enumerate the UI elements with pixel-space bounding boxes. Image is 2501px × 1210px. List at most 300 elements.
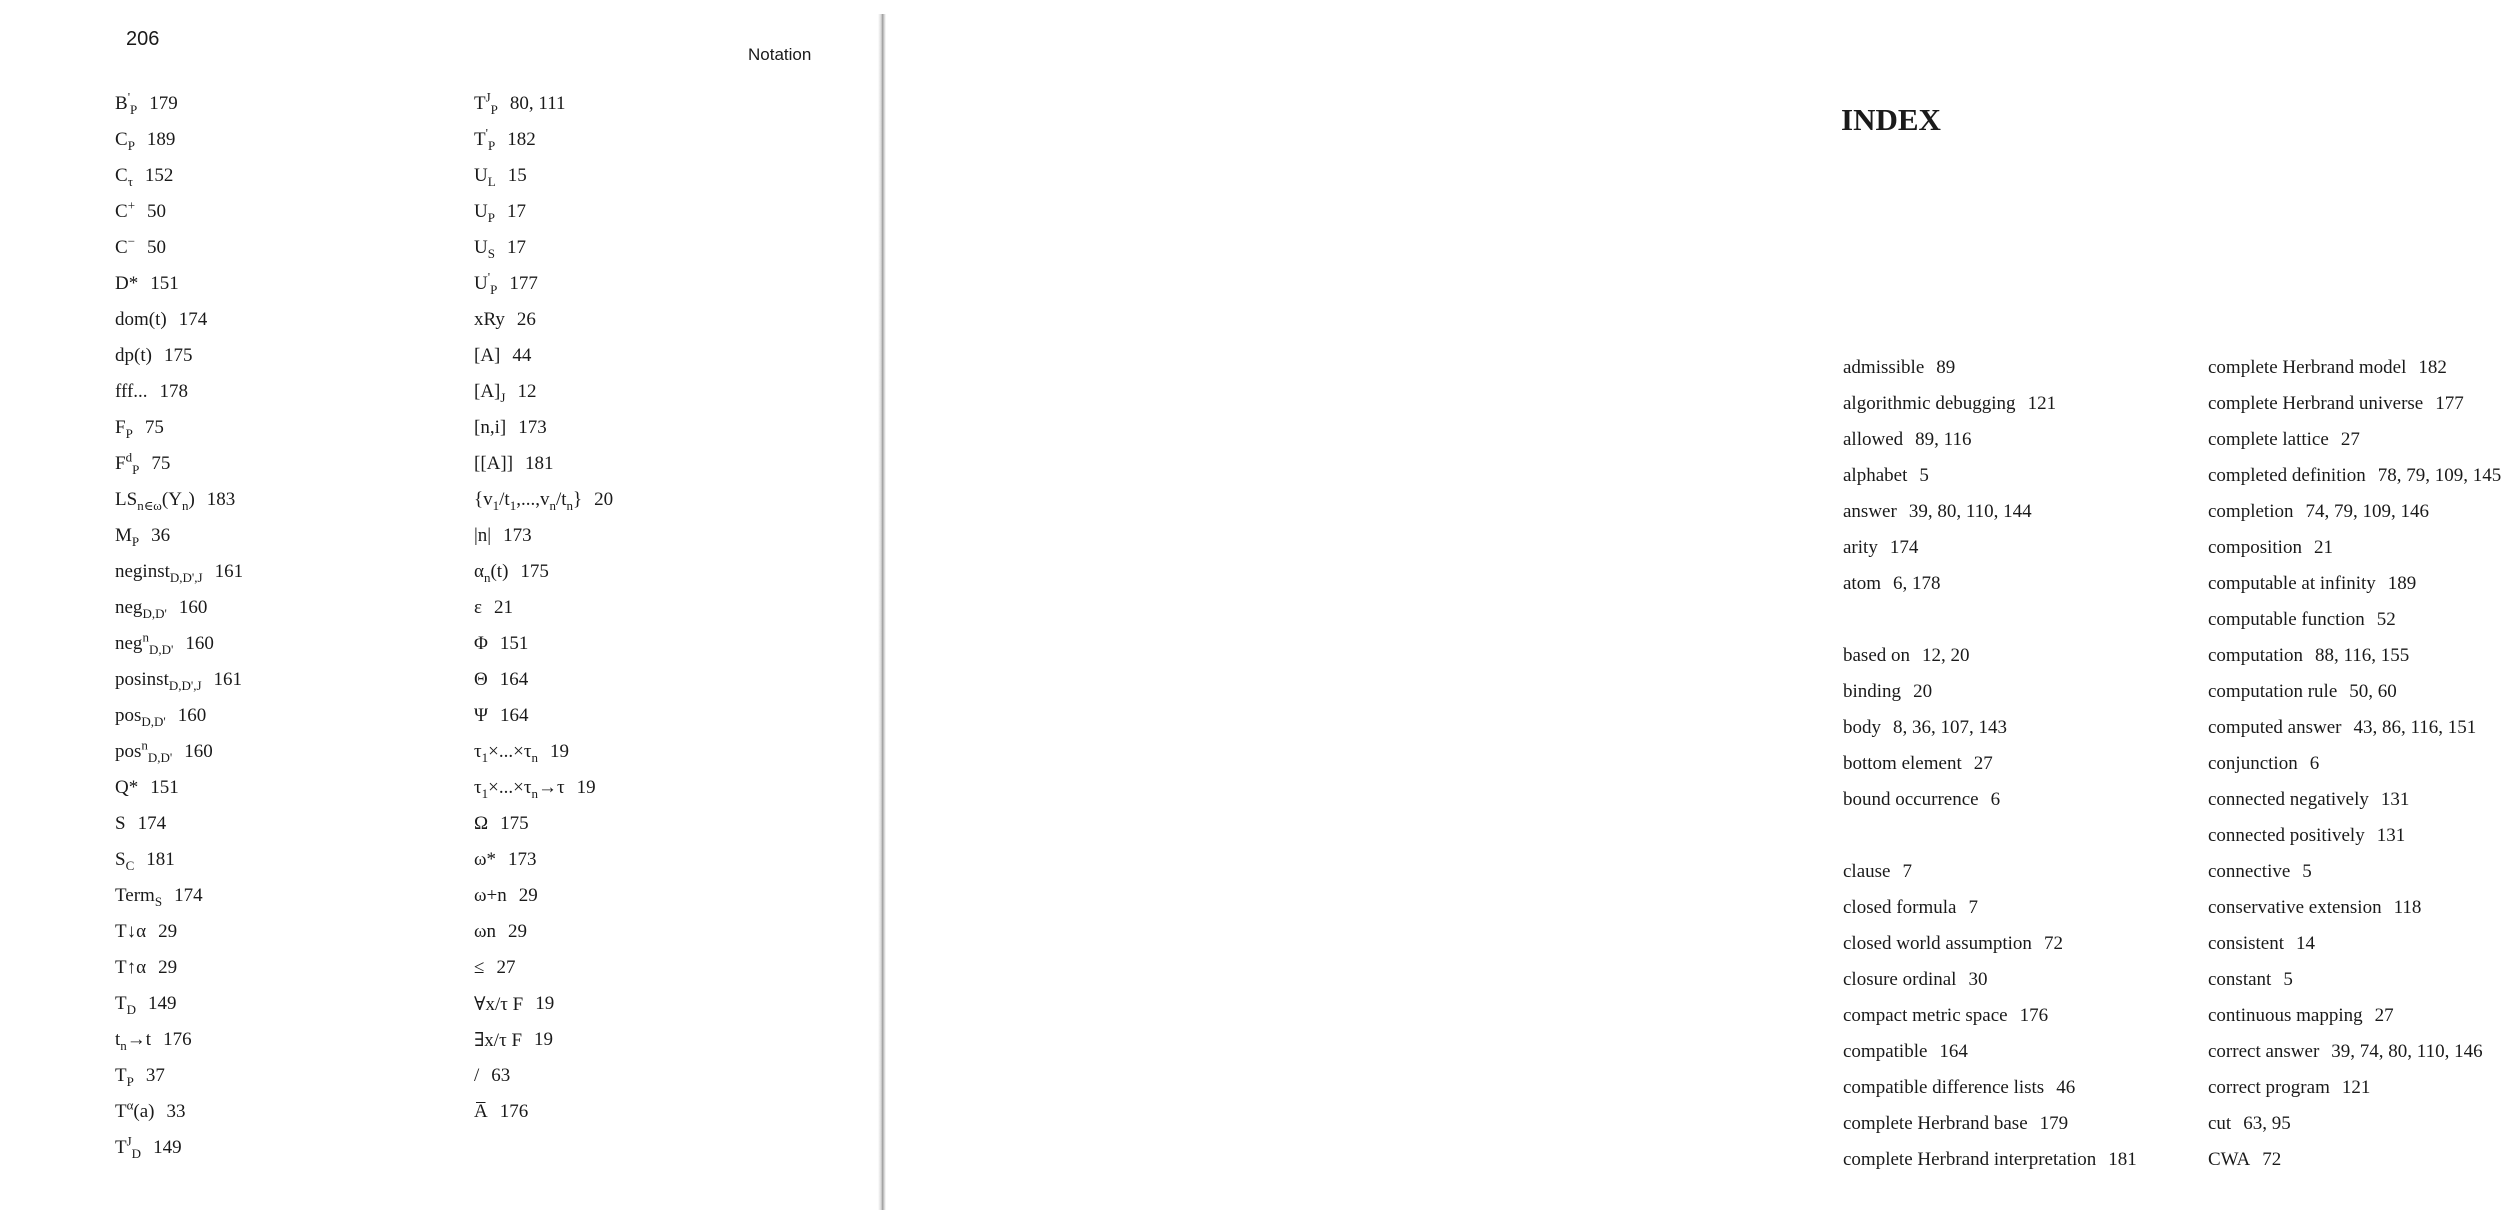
index-page-refs: 7 — [1968, 897, 1978, 918]
index-page-refs: 27 — [2340, 429, 2360, 450]
notation-page-ref: 29 — [518, 885, 538, 906]
notation-page-ref: 164 — [500, 705, 529, 726]
index-entry — [1843, 890, 2137, 926]
symbol-subscript: P — [490, 281, 498, 297]
notation-page-ref: 151 — [150, 273, 179, 294]
symbol-subscript: n — [181, 497, 189, 513]
notation-symbol — [115, 417, 133, 439]
index-page-refs: 39, 80, 110, 144 — [1908, 501, 2032, 522]
symbol-text: F — [115, 417, 126, 438]
notation-entry — [115, 338, 243, 374]
notation-entry — [115, 986, 243, 1022]
index-page-refs: 5 — [2302, 861, 2312, 882]
index-entry — [1843, 422, 2137, 458]
notation-page-ref: 36 — [151, 525, 171, 546]
index-term: closed world assumption — [1843, 933, 2032, 954]
symbol-subscript: τ — [127, 173, 133, 189]
index-page-refs: 181 — [2108, 1149, 2137, 1170]
notation-page-ref: 19 — [535, 993, 555, 1014]
notation-entry — [474, 230, 613, 266]
notation-page-ref: 174 — [174, 885, 203, 906]
notation-symbol — [474, 921, 496, 943]
symbol-text: fff... — [115, 381, 148, 402]
notation-entry — [115, 446, 243, 482]
index-page-refs: 6 — [1990, 789, 2001, 810]
notation-entry — [115, 158, 243, 194]
notation-symbol — [115, 885, 162, 907]
index-entry — [1843, 1142, 2137, 1178]
notation-entry — [474, 986, 613, 1022]
notation-page-ref: 29 — [508, 921, 528, 942]
index-term: closure ordinal — [1843, 969, 1957, 990]
symbol-subscript: D — [126, 1001, 136, 1017]
symbol-text: Q* — [115, 777, 139, 798]
symbol-text: B — [115, 93, 128, 114]
notation-entry — [474, 1022, 613, 1058]
index-page-refs: 39, 74, 80, 110, 146 — [2331, 1041, 2483, 1062]
notation-page-ref: 26 — [516, 309, 536, 330]
index-page-refs: 12, 20 — [1922, 645, 1970, 666]
notation-entry — [474, 86, 613, 122]
index-page-refs: 30 — [1968, 969, 1988, 990]
notation-entry — [474, 770, 613, 806]
symbol-text: T — [115, 1137, 127, 1158]
symbol-text: t — [115, 1029, 121, 1050]
index-page-refs: 46 — [2056, 1077, 2076, 1098]
index-entry — [2208, 674, 2501, 710]
notation-entry — [115, 1058, 243, 1094]
notation-page-ref: 75 — [144, 417, 164, 438]
notation-page-ref: 29 — [158, 921, 178, 942]
index-entry — [2208, 1070, 2501, 1106]
notation-symbol — [474, 269, 498, 297]
notation-symbol — [115, 1029, 151, 1051]
symbol-text: τ — [474, 777, 482, 798]
index-page-refs: 6, 178 — [1893, 573, 1941, 594]
left-page — [0, 0, 878, 1210]
index-column-left — [1843, 350, 2137, 1178]
symbol-subscript: P — [131, 533, 140, 549]
notation-page-ref: 27 — [496, 957, 516, 978]
symbol-subscript: 1 — [481, 749, 489, 765]
index-term: composition — [2208, 537, 2302, 558]
notation-symbol — [115, 197, 136, 223]
index-entry — [1843, 566, 2137, 602]
symbol-superscript: J — [126, 1133, 132, 1149]
index-page-refs: 20 — [1913, 681, 1933, 702]
index-entry — [1843, 458, 2137, 494]
symbol-text: ≤ — [474, 957, 485, 978]
notation-entry — [115, 410, 243, 446]
index-entry — [1843, 710, 2137, 746]
index-page-refs: 63, 95 — [2243, 1113, 2291, 1134]
notation-page-ref: 183 — [206, 489, 236, 510]
index-entry — [2208, 890, 2501, 926]
notation-entry — [115, 878, 243, 914]
notation-page-ref: 175 — [520, 561, 549, 582]
notation-page-ref: 175 — [500, 813, 529, 834]
notation-page-ref: 164 — [499, 669, 529, 690]
notation-entry — [474, 446, 613, 482]
index-term: complete Herbrand base — [1843, 1113, 2028, 1134]
notation-entry — [474, 518, 613, 554]
index-entry — [2208, 746, 2501, 782]
index-term: consistent — [2208, 933, 2284, 954]
notation-entry — [474, 410, 613, 446]
index-term: complete Herbrand interpretation — [1843, 1149, 2097, 1170]
notation-entry — [474, 1058, 613, 1094]
notation-entry — [474, 734, 613, 770]
index-page-refs: 6 — [2309, 753, 2320, 774]
symbol-text: ω+n — [474, 885, 507, 906]
symbol-subscript: P — [130, 101, 138, 117]
index-page-refs: 50, 60 — [2349, 681, 2397, 702]
notation-page-ref: 181 — [146, 849, 175, 870]
index-term: bound occurrence — [1843, 789, 1979, 810]
notation-entry — [474, 662, 613, 698]
notation-page-ref: 17 — [506, 237, 526, 258]
running-head: Notation — [748, 45, 812, 64]
index-term: binding — [1843, 681, 1902, 702]
notation-entry — [474, 338, 613, 374]
index-term: correct program — [2208, 1077, 2330, 1098]
notation-entry — [115, 1094, 243, 1130]
notation-entry — [115, 734, 243, 770]
symbol-text: M — [115, 525, 132, 546]
notation-symbol — [115, 629, 174, 657]
notation-entry — [115, 482, 243, 518]
symbol-subscript: J — [500, 389, 506, 405]
symbol-text: / — [474, 1065, 480, 1086]
notation-page-ref: 50 — [147, 201, 167, 222]
notation-page-ref: 151 — [150, 777, 179, 798]
index-term: compact metric space — [1843, 1005, 2008, 1026]
symbol-subscript: n — [531, 785, 538, 801]
notation-symbol — [115, 705, 166, 727]
index-term: compatible difference lists — [1843, 1077, 2045, 1098]
index-term: allowed — [1843, 429, 1904, 450]
notation-entry — [115, 806, 243, 842]
symbol-subscript: n — [549, 497, 556, 513]
index-term: clause — [1843, 861, 1891, 882]
symbol-text: ∀x/τ F — [474, 993, 524, 1015]
notation-symbol — [474, 597, 482, 619]
index-term: arity — [1843, 537, 1878, 558]
symbol-subscript: P — [125, 425, 133, 441]
symbol-text: /t — [555, 489, 567, 510]
symbol-text: τ — [474, 741, 482, 762]
index-entry — [1843, 998, 2137, 1034]
notation-entry — [474, 806, 613, 842]
index-entry — [1843, 638, 2137, 674]
index-entry — [1843, 782, 2137, 818]
index-entry — [1843, 386, 2137, 422]
symbol-text: T — [115, 993, 127, 1014]
index-page-refs: 78, 79, 109, 145 — [2377, 465, 2501, 486]
notation-symbol — [474, 1065, 479, 1087]
index-entry — [2208, 386, 2501, 422]
index-entry — [2208, 818, 2501, 854]
index-term: complete Herbrand universe — [2208, 393, 2424, 414]
notation-symbol — [115, 525, 139, 547]
notation-entry — [115, 518, 243, 554]
notation-symbol — [474, 381, 505, 403]
index-page-refs: 179 — [2039, 1113, 2069, 1134]
notation-entry — [474, 950, 613, 986]
notation-symbol — [474, 309, 505, 331]
notation-entry — [474, 122, 613, 158]
notation-page-ref: 50 — [147, 237, 167, 258]
notation-symbol — [474, 669, 488, 691]
notation-entry — [474, 302, 613, 338]
symbol-subscript: C — [125, 857, 135, 873]
notation-symbol — [474, 345, 500, 367]
symbol-subscript: L — [487, 173, 496, 189]
index-term: algorithmic debugging — [1843, 393, 2016, 414]
symbol-text: A̅ — [474, 1101, 488, 1122]
symbol-text: ) — [188, 489, 195, 510]
index-term: constant — [2208, 969, 2272, 990]
index-entry — [1843, 1034, 2137, 1070]
index-term: computed answer — [2208, 717, 2342, 738]
index-page-refs: 27 — [1973, 753, 1993, 774]
symbol-text: ωn — [474, 921, 497, 942]
notation-symbol — [474, 849, 496, 871]
index-page-refs: 121 — [2027, 393, 2057, 414]
symbol-superscript: ' — [487, 269, 491, 285]
notation-symbol — [115, 669, 202, 691]
index-entry — [2208, 422, 2501, 458]
index-page-refs: 131 — [2376, 825, 2406, 846]
symbol-text: neg — [115, 597, 143, 618]
notation-page-ref: 189 — [146, 129, 176, 150]
index-page-refs: 72 — [2262, 1149, 2282, 1170]
notation-symbol — [115, 449, 140, 477]
notation-entry — [474, 590, 613, 626]
index-page-refs: 121 — [2341, 1077, 2371, 1098]
symbol-text: xRy — [474, 309, 505, 330]
index-term: completion — [2208, 501, 2294, 522]
symbol-subscript: n — [531, 749, 538, 765]
symbol-text: pos — [115, 705, 142, 726]
symbol-text: Φ — [474, 633, 488, 654]
index-page-refs: 118 — [2393, 897, 2422, 918]
symbol-subscript: n — [483, 569, 491, 585]
symbol-superscript: ' — [485, 125, 488, 141]
index-entry — [1843, 746, 2137, 782]
index-term: cut — [2208, 1113, 2232, 1134]
symbol-superscript: d — [125, 449, 133, 465]
index-entry — [2208, 998, 2501, 1034]
symbol-subscript: S — [487, 245, 495, 261]
symbol-text: U — [474, 165, 488, 186]
index-page-refs: 164 — [1939, 1041, 1968, 1062]
index-page-refs: 43, 86, 116, 151 — [2353, 717, 2477, 738]
notation-page-ref: 160 — [178, 597, 208, 618]
symbol-superscript: − — [127, 233, 136, 249]
notation-symbol — [115, 273, 138, 295]
notation-column-right — [474, 86, 613, 1130]
symbol-text: T↑α — [115, 957, 147, 978]
symbol-text: [A] — [474, 345, 501, 366]
notation-entry — [474, 626, 613, 662]
index-term: computation rule — [2208, 681, 2338, 702]
notation-page-ref: 15 — [507, 165, 527, 186]
notation-symbol — [115, 129, 135, 151]
symbol-text: T — [115, 1101, 127, 1122]
notation-page-ref: 160 — [185, 633, 214, 654]
notation-page-ref: 160 — [177, 705, 207, 726]
notation-symbol — [474, 705, 488, 727]
index-entry — [2208, 926, 2501, 962]
symbol-text: (Y — [161, 489, 182, 510]
index-page-refs: 7 — [1902, 861, 1912, 882]
index-term: computable at infinity — [2208, 573, 2376, 594]
symbol-subscript: 1 — [492, 497, 500, 513]
notation-entry — [115, 554, 243, 590]
notation-symbol — [474, 885, 507, 907]
notation-entry — [115, 194, 243, 230]
index-entry — [1843, 926, 2137, 962]
notation-page-ref: 152 — [144, 165, 174, 186]
notation-page-ref: 21 — [493, 597, 513, 618]
symbol-text: ,...,v — [516, 489, 550, 510]
symbol-text: |n| — [474, 525, 492, 546]
index-entry — [2208, 962, 2501, 998]
symbol-text: Θ — [474, 669, 488, 690]
notation-symbol — [115, 993, 136, 1015]
symbol-text: C — [115, 237, 128, 258]
index-entry — [2208, 458, 2501, 494]
notation-page-ref: 19 — [549, 741, 569, 762]
symbol-text: pos — [115, 741, 142, 762]
symbol-text: ×...×τ — [488, 741, 532, 762]
index-group-gap — [1843, 602, 2137, 638]
index-term: computable function — [2208, 609, 2365, 630]
index-page-refs: 5 — [1919, 465, 1929, 486]
symbol-text: posinst — [115, 669, 169, 690]
symbol-text: dp(t) — [115, 345, 152, 366]
symbol-subscript: P — [132, 461, 140, 477]
notation-page-ref: 173 — [508, 849, 537, 870]
index-entry — [2208, 854, 2501, 890]
symbol-superscript: n — [142, 629, 149, 645]
index-term: connected positively — [2208, 825, 2365, 846]
notation-page-ref: 176 — [163, 1029, 192, 1050]
notation-entry — [115, 626, 243, 662]
symbol-text: U — [474, 237, 488, 258]
index-term: atom — [1843, 573, 1881, 594]
index-term: alphabet — [1843, 465, 1908, 486]
symbol-subscript: D,D',J — [169, 569, 203, 585]
index-page-refs: 182 — [2418, 357, 2447, 378]
notation-page-ref: 37 — [145, 1065, 165, 1086]
notation-page-ref: 149 — [148, 993, 177, 1014]
symbol-superscript: J — [485, 89, 491, 105]
symbol-text: (a) — [133, 1101, 155, 1122]
symbol-subscript: D,D' — [142, 605, 167, 621]
index-entry — [1843, 494, 2137, 530]
notation-page-ref: 161 — [213, 669, 243, 690]
symbol-subscript: P — [126, 1073, 134, 1089]
notation-page-ref: 149 — [153, 1137, 182, 1158]
symbol-subscript: P — [487, 209, 495, 225]
index-page-refs: 174 — [1889, 537, 1919, 558]
symbol-superscript: + — [127, 197, 136, 213]
notation-page-ref: 19 — [576, 777, 596, 798]
notation-entry — [474, 266, 613, 302]
symbol-text: [A] — [474, 381, 501, 402]
notation-entry — [474, 698, 613, 734]
symbol-text: LS — [115, 489, 138, 510]
symbol-text: T↓α — [115, 921, 147, 942]
notation-column-left — [115, 86, 243, 1166]
notation-symbol — [474, 813, 488, 835]
index-term: completed definition — [2208, 465, 2366, 486]
notation-symbol — [115, 597, 167, 619]
symbol-text: C — [115, 129, 128, 150]
notation-entry — [474, 374, 613, 410]
index-term: connective — [2208, 861, 2291, 882]
index-term: compatible — [1843, 1041, 1928, 1062]
notation-page-ref: 174 — [137, 813, 167, 834]
notation-page-ref: 19 — [534, 1029, 554, 1050]
notation-page-ref: 20 — [594, 489, 614, 510]
symbol-text: →t — [126, 1029, 152, 1050]
notation-symbol — [474, 633, 488, 655]
notation-symbol — [115, 737, 173, 765]
notation-symbol — [474, 125, 496, 153]
notation-page-ref: 174 — [178, 309, 208, 330]
notation-page-ref: 173 — [503, 525, 532, 546]
symbol-subscript: P — [487, 137, 496, 153]
symbol-text: ω* — [474, 849, 497, 870]
symbol-superscript: ' — [127, 89, 131, 105]
symbol-text: ε — [474, 597, 482, 618]
symbol-text: [n,i] — [474, 417, 507, 438]
index-term: CWA — [2208, 1149, 2251, 1170]
notation-entry — [474, 194, 613, 230]
notation-entry — [115, 842, 243, 878]
notation-page-ref: 12 — [517, 381, 537, 402]
notation-symbol — [115, 849, 134, 871]
notation-entry — [115, 86, 243, 122]
symbol-superscript: n — [141, 737, 148, 753]
index-term: conjunction — [2208, 753, 2298, 774]
notation-entry — [115, 122, 243, 158]
symbol-subscript: P — [490, 101, 498, 117]
index-page-refs: 88, 116, 155 — [2314, 645, 2410, 666]
notation-entry — [115, 374, 243, 410]
notation-entry — [115, 266, 243, 302]
right-page — [886, 0, 2501, 1210]
index-entry — [2208, 1034, 2501, 1070]
symbol-text: C — [115, 201, 128, 222]
index-entry — [2208, 710, 2501, 746]
notation-symbol — [474, 453, 513, 475]
index-term: correct answer — [2208, 1041, 2320, 1062]
notation-symbol — [115, 345, 152, 367]
notation-page-ref: 161 — [214, 561, 244, 582]
symbol-text: (t) — [490, 561, 509, 582]
notation-symbol — [474, 165, 496, 187]
index-term: based on — [1843, 645, 1911, 666]
index-entry — [2208, 1106, 2501, 1142]
index-page-refs: 89, 116 — [1915, 429, 1972, 450]
notation-entry — [474, 914, 613, 950]
index-term: answer — [1843, 501, 1897, 522]
book-gutter — [878, 14, 886, 1210]
